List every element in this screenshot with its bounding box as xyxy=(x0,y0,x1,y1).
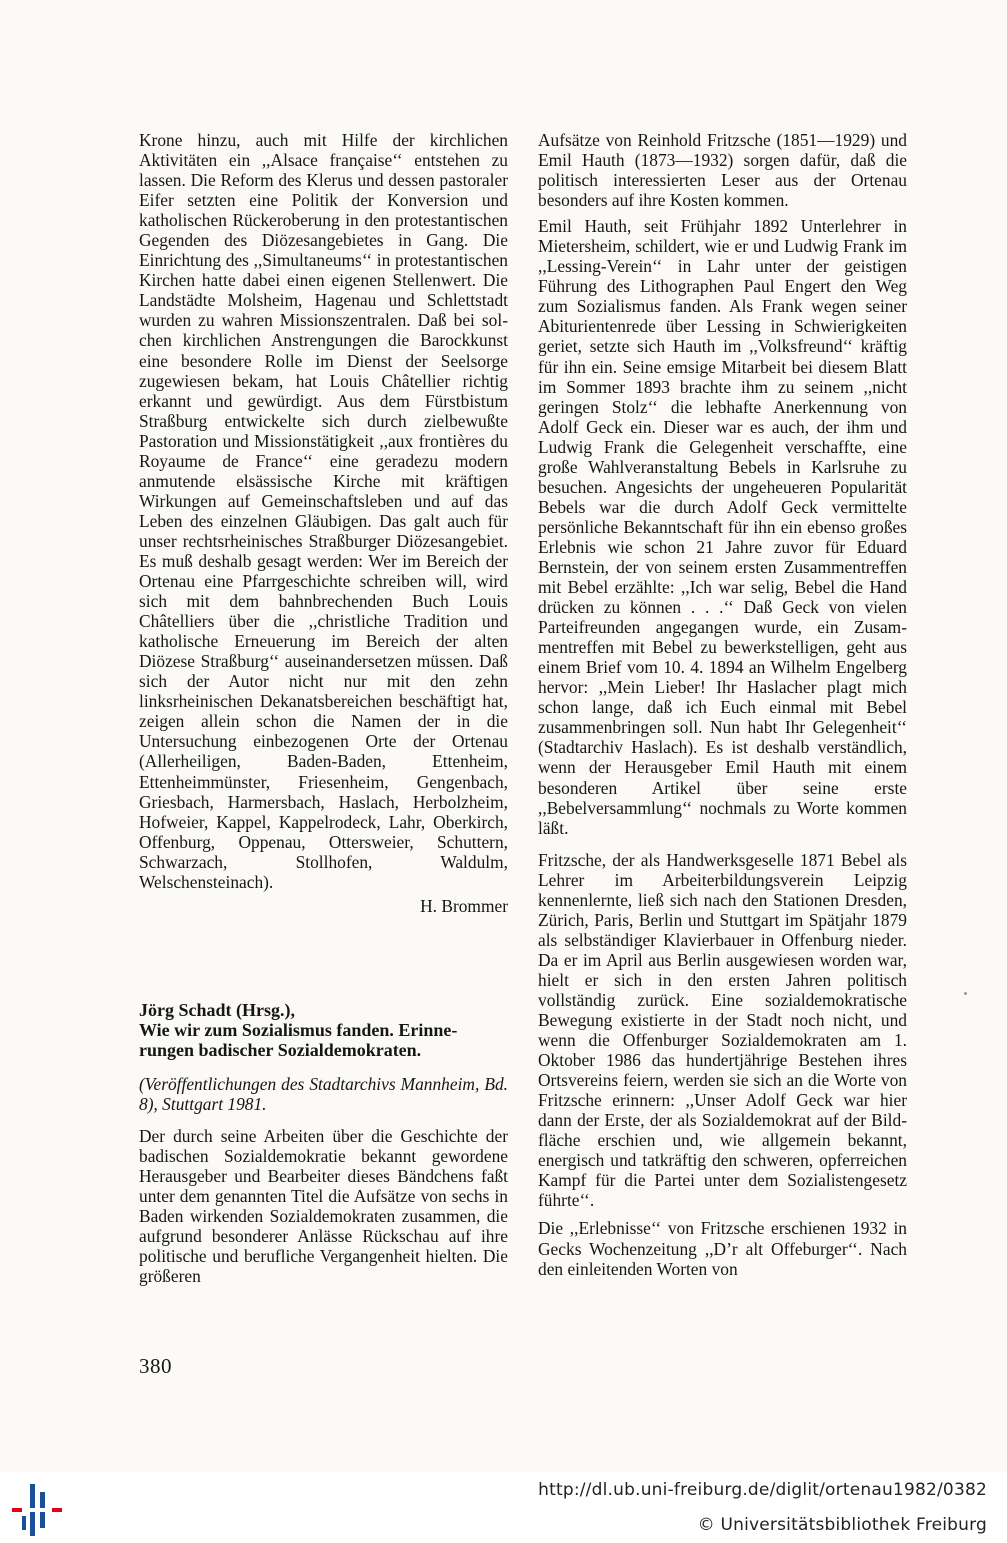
left-paragraph-1: Krone hinzu, auch mit Hilfe der kirchlichen Aktivitäten ein ,,Alsace française‘‘ entstehen zu lassen. Die Reform des Klerus und dessen pastoraler Eifer setzten eine Politik der Konversion und katholischen Rückeroberung in den protestantischen Gegenden des Diözesangebietes in Gang. Die Einrichtung des ,,Simultaneums‘‘ in protestantischen Kirchen hatte dabei einen eigenen Stellenwert. Die Landstädte Molsheim, Hagenau und Schlettstadt wurden zu wahren Missionszentralen. Daß bei solchen kirchlichen Anstrengungen die Barockkunst eine besondere Rolle im Dienst der Seelsorge zugewiesen bekam, hat Louis Châtellier richtig erkannt und gewürdigt. Aus dem Fürstbistum Straßburg entwickelte sich durch zielbewußte Pastoration und Missionstätigkeit ,,aux frontières du Royaume de France‘‘ eine geradezu modern anmutende elsässische Kirche mit kräftigen Wirkungen auf Gemeinschaftsleben und auf das Leben des einzelnen Gläubigen. Das galt auch für unser rechtsrheinisches Straßburger Diözesangebiet. Es muß deshalb gesagt werden: Wer im Bereich der Ortenau eine Pfarrgeschichte schreiben will, wird sich mit dem bahnbrechenden Buch Louis Châtelliers über die ,,christliche Tradition und katholische Erneuerung im Bereich der alten Diözese Straßburg‘‘ auseinandersetzen müssen. Daß sich der Autor nicht nur mit den zehn linksrheinischen Dekanatsbereichen beschäftigt hat, zeigen allein schon die Namen der in die Untersuchung einbezogenen Orte der Ortenau (Allerheiligen, Baden-Baden, Ettenheim, Ettenheimmünster, Friesenheim, Gengenbach, Griesbach, Harmersbach, Haslach, Herbolzheim, Hofweier, Kappel, Kappelrodeck, Lahr, Oberkirch, Offenburg, Oppenau, Ottersweier, Schuttern, Schwarzach, Stollhofen, Waldulm, Welschensteinach). xyxy=(139,130,508,892)
footer-bar xyxy=(0,1472,1007,1543)
review-author: Jörg Schadt (Hrsg.), xyxy=(139,999,295,1020)
review-title-line-1: Wie wir zum Sozialismus fanden. Erinne- xyxy=(139,1019,458,1040)
right-paragraph-1: Aufsätze von Reinhold Fritzsche (1851—1929) und Emil Hauth (1873—1932) sorgen dafür, daß die politisch interessierten Leser aus der Ortenau besonders auf ihre Kosten kommen. xyxy=(538,130,907,211)
review-title-line-2: rungen badischer Sozialdemokraten. xyxy=(139,1039,422,1060)
left-paragraph-2: Der durch seine Arbeiten über die Geschichte der badischen Sozialdemokratie bekannt gewordene Herausgeber und Bearbeiter dieses Bändchens faßt unter dem genannten Titel die Aufsätze von sechs in Baden wirkenden Sozialdemokraten zusammen, die aufgrund besonderer Anlässe Rückschau auf ihre politische und berufliche Vergangenheit hielten. Die größeren xyxy=(139,1125,508,1287)
source-url-link[interactable]: http://dl.ub.uni-freiburg.de/diglit/ortenau1982/0382 xyxy=(538,1480,987,1500)
review-heading xyxy=(139,1000,508,1060)
left-column xyxy=(139,130,508,1286)
page-number: 380 xyxy=(139,1354,172,1378)
review-signature: H. Brommer xyxy=(420,895,508,916)
copyright-text: © Universitätsbibliothek Freiburg xyxy=(697,1515,987,1535)
publication-info: (Veröffentlichungen des Stadtarchivs Mannheim, Bd. 8), Stuttgart 1981. xyxy=(139,1073,508,1114)
right-paragraph-3: Fritzsche, der als Handwerksgeselle 1871 Bebel als Lehrer im Arbeiterbildungsverein Leipzig kennenlernte, ließ sich nach den Stationen Dresden, Zürich, Paris, Berlin und Stuttgart im Spätjahr 1879 als selbständiger Klavierbauer in Offenburg nieder. Da er im April aus Berlin ausgewiesen worden war, hielt er sich in den ersten Jahren politisch vollständig zurück. Eine sozialdemokratische Bewegung existierte in der Stadt noch nicht, und wenn die Offenburger Sozialdemokraten am 1. Oktober 1986 das hundertjährige Bestehen ihres Ortsvereins feiern, werden sie sich an die Worte von Fritzsche erinnern: ,,Unser Adolf Geck war hier dann der Erste, der als Sozialdemokrat auf der Bildfläche erschien und, wie allgemein bekannt, energisch und tatkräftig den schweren, opferreichen Kampf für die Partei unter dem Sozialistengesetz führte‘‘. xyxy=(538,849,907,1211)
right-paragraph-2: Emil Hauth, seit Frühjahr 1892 Unterlehrer in Mietersheim, schildert, wie er und Ludwig Frank im ,,Lessing-Verein‘‘ in Lahr unter der geistigen Führung des Lithographen Paul Engert den Weg zum Sozialismus fanden. Als Frank wegen seiner Abiturientenrede über Lessing in Schwierigkeiten geriet, setzte sich Hauth im ,,Volksfreund‘‘ kräftig für ihn ein. Seine emsige Mitarbeit bei diesem Blatt im Sommer 1893 brachte ihm zu seinem ,,nicht geringen Stolz‘‘ die lebhafte Anerkennung von Adolf Geck ein. Dieser war es auch, der ihm und Ludwig Frank die Gelegenheit verschaffte, eine große Wahlveranstaltung Bebels in Karlsruhe zu besuchen. Angesichts der ungeheueren Popularität Bebels war die durch Adolf Geck vermittelte persönliche Bekanntschaft für ihn ein ebenso großes Erlebnis wie schon 21 Jahre zuvor für Eduard Bernstein, der von seinem ersten Zusammentreffen mit Bebel erzählte: ,,Ich war selig, Bebel die Hand drücken zu können . . .‘‘ Daß Geck von vielen Parteifreunden angegangen wurde, ein Zusammentreffen mit Bebel zu bewerkstelligen, geht aus einem Brief vom 10. 4. 1894 an Wilhelm Engelberg hervor: ,,Mein Lieber! Ihr Haslacher plagt mich schon lange, daß ich Euch einmal mit Bebel zusammenbringen soll. Nun habt Ihr Gelegenheit‘‘ (Stadtarchiv Haslach). Es ist deshalb verständlich, wenn der Herausgeber Emil Hauth mit einem besonderen Artikel über seine erste ,,Bebelversammlung‘‘ nochmals zu Worte kommen läßt. xyxy=(538,216,907,838)
scan-speck xyxy=(964,992,967,995)
ub-freiburg-logo-icon xyxy=(10,1482,64,1536)
right-column xyxy=(538,130,907,1279)
right-paragraph-4: Die ,,Erlebnisse‘‘ von Fritzsche erschienen 1932 in Gecks Wochenzeitung ,,D’r alt Offeburger‘‘. Nach den einleitenden Worten von xyxy=(538,1218,907,1279)
